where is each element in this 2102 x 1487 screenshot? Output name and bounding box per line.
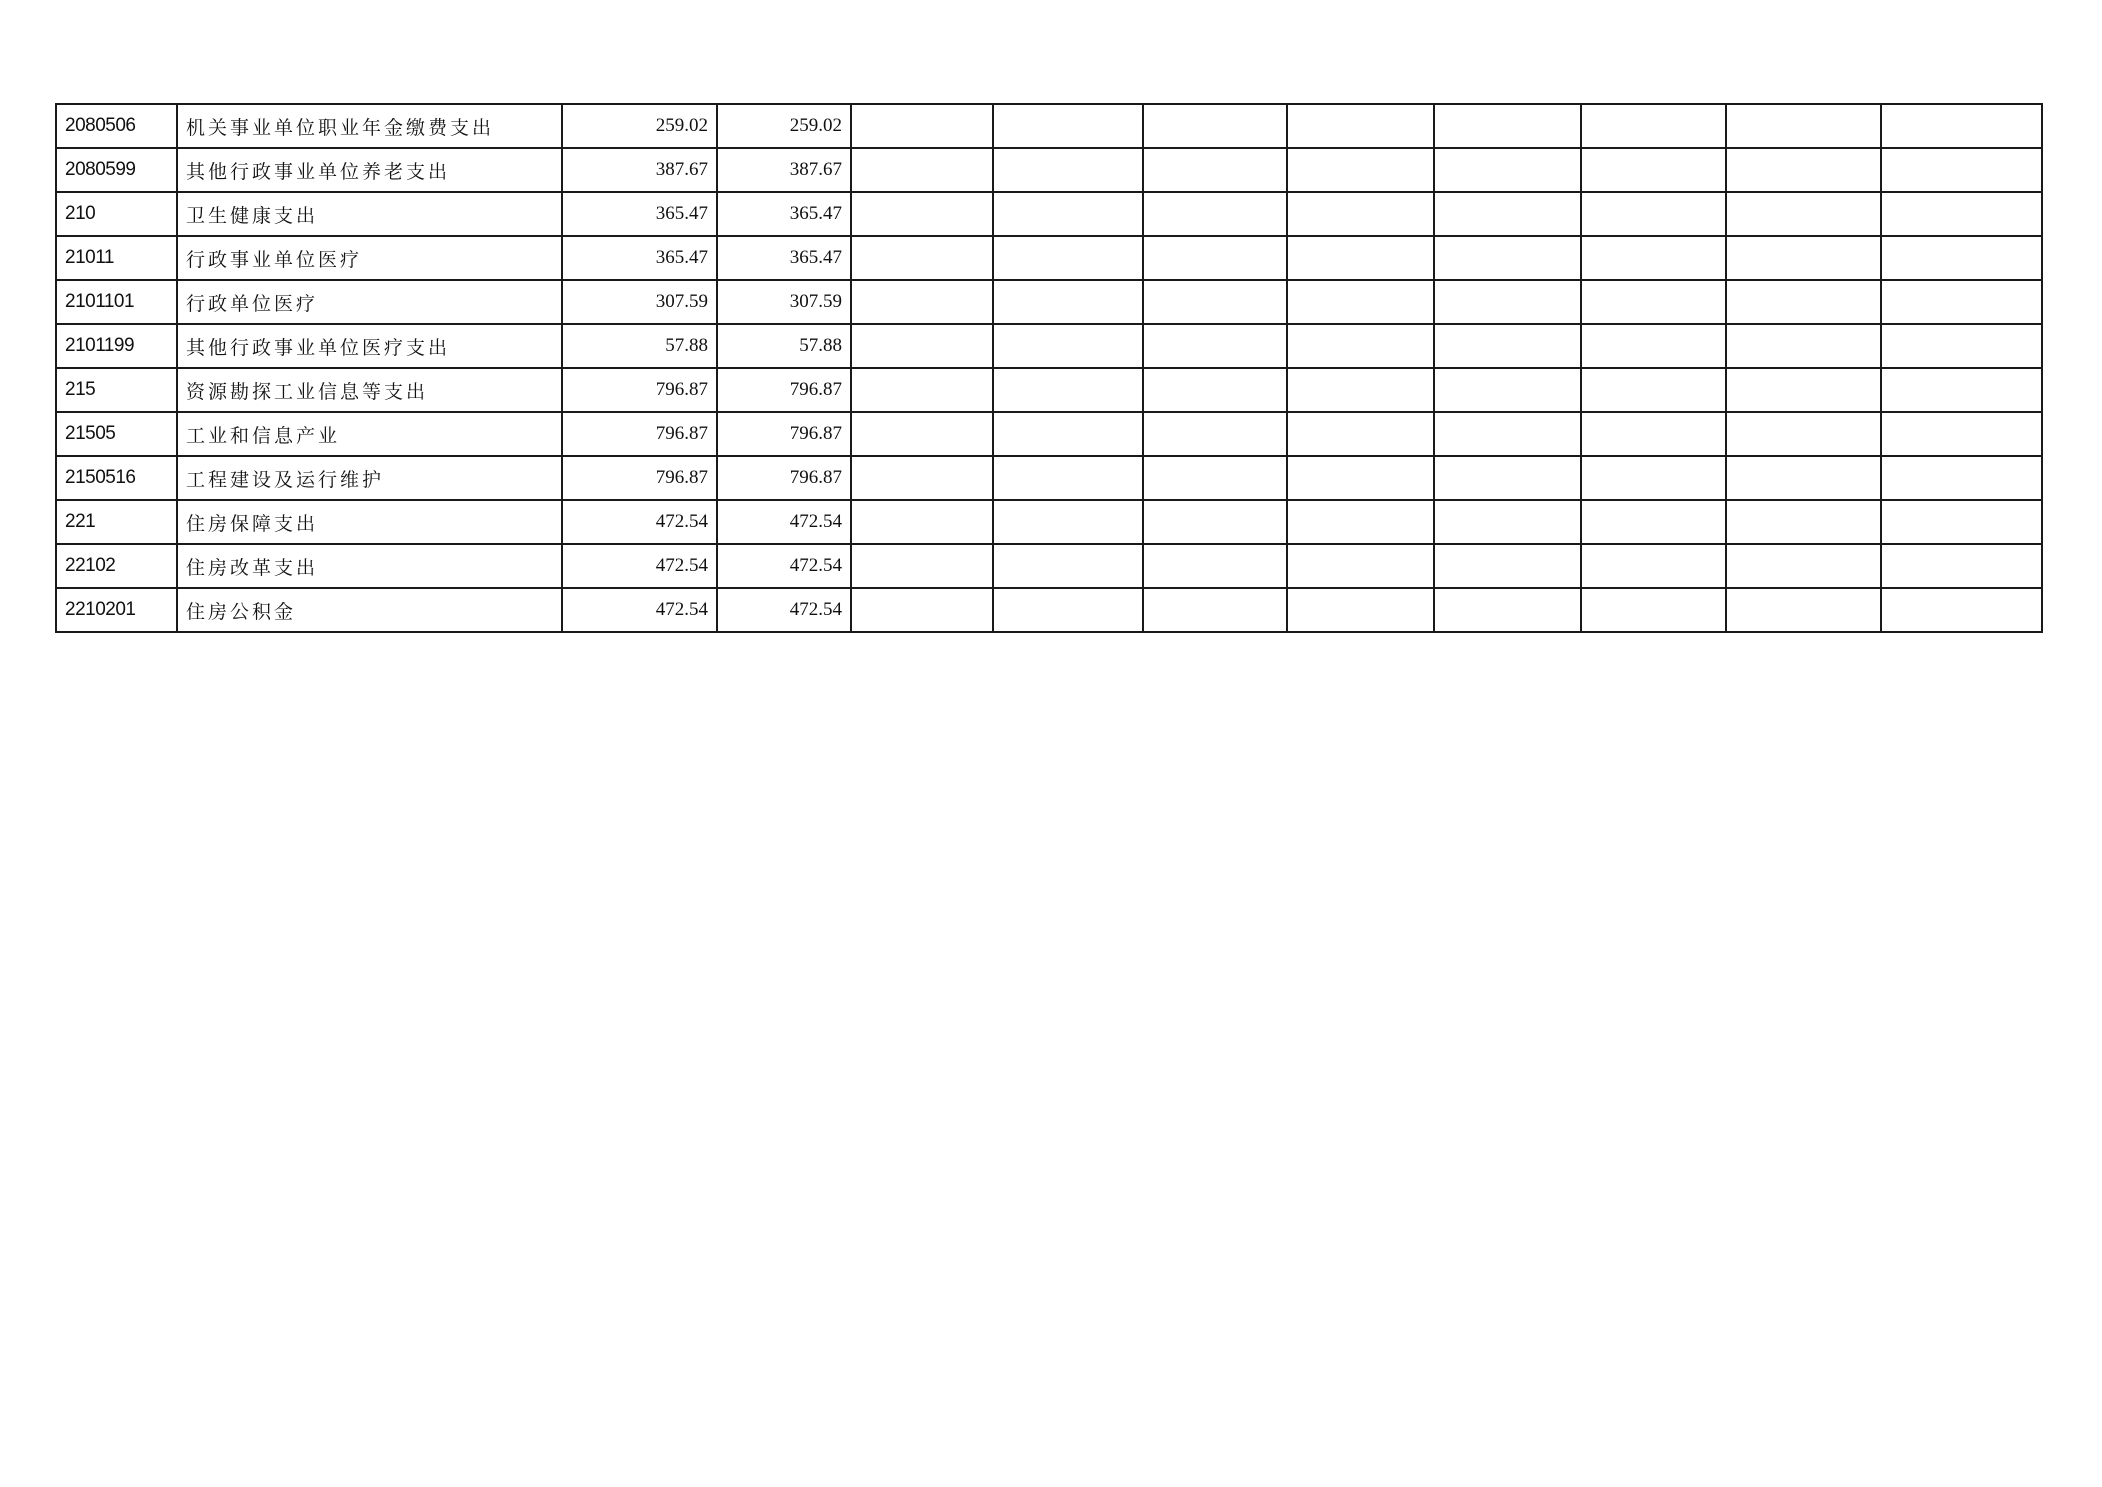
empty-cell — [851, 104, 993, 148]
basic-amount: 259.02 — [717, 104, 851, 148]
empty-cell — [1581, 280, 1726, 324]
table-row — [56, 544, 2042, 588]
empty-cell — [1581, 456, 1726, 500]
empty-cell — [993, 456, 1143, 500]
empty-cell — [993, 104, 1143, 148]
total-amount: 796.87 — [562, 368, 717, 412]
subject-name: 资源勘探工业信息等支出 — [177, 368, 562, 412]
empty-cell — [1881, 104, 2042, 148]
empty-cell — [1143, 104, 1287, 148]
empty-cell — [851, 588, 993, 632]
empty-cell — [1881, 588, 2042, 632]
subject-name: 工业和信息产业 — [177, 412, 562, 456]
subject-code: 2150516 — [56, 456, 177, 500]
budget-expenditure-table — [55, 103, 2043, 633]
empty-cell — [1726, 500, 1881, 544]
empty-cell — [1287, 148, 1434, 192]
empty-cell — [1726, 104, 1881, 148]
empty-cell — [993, 368, 1143, 412]
empty-cell — [1581, 544, 1726, 588]
empty-cell — [851, 412, 993, 456]
empty-cell — [1726, 324, 1881, 368]
basic-amount: 796.87 — [717, 412, 851, 456]
table-row — [56, 148, 2042, 192]
empty-cell — [851, 500, 993, 544]
subject-code: 21505 — [56, 412, 177, 456]
empty-cell — [1881, 500, 2042, 544]
subject-code: 221 — [56, 500, 177, 544]
empty-cell — [1287, 456, 1434, 500]
empty-cell — [1581, 324, 1726, 368]
empty-cell — [1581, 148, 1726, 192]
subject-code: 2080599 — [56, 148, 177, 192]
empty-cell — [1143, 412, 1287, 456]
empty-cell — [993, 544, 1143, 588]
empty-cell — [1726, 236, 1881, 280]
empty-cell — [1143, 236, 1287, 280]
empty-cell — [1143, 280, 1287, 324]
empty-cell — [1581, 500, 1726, 544]
total-amount: 57.88 — [562, 324, 717, 368]
subject-name: 住房改革支出 — [177, 544, 562, 588]
empty-cell — [1881, 192, 2042, 236]
subject-code: 2210201 — [56, 588, 177, 632]
empty-cell — [1143, 324, 1287, 368]
empty-cell — [993, 588, 1143, 632]
empty-cell — [1143, 544, 1287, 588]
empty-cell — [1434, 324, 1581, 368]
empty-cell — [1434, 368, 1581, 412]
table-row — [56, 192, 2042, 236]
empty-cell — [1581, 368, 1726, 412]
empty-cell — [1287, 324, 1434, 368]
basic-amount: 796.87 — [717, 456, 851, 500]
empty-cell — [1434, 500, 1581, 544]
empty-cell — [1434, 456, 1581, 500]
empty-cell — [1881, 456, 2042, 500]
basic-amount: 472.54 — [717, 500, 851, 544]
empty-cell — [1143, 192, 1287, 236]
empty-cell — [1581, 412, 1726, 456]
empty-cell — [993, 192, 1143, 236]
subject-name: 其他行政事业单位养老支出 — [177, 148, 562, 192]
empty-cell — [851, 148, 993, 192]
basic-amount: 365.47 — [717, 192, 851, 236]
total-amount: 796.87 — [562, 456, 717, 500]
empty-cell — [1434, 148, 1581, 192]
subject-code: 2101199 — [56, 324, 177, 368]
empty-cell — [1434, 104, 1581, 148]
empty-cell — [1726, 456, 1881, 500]
empty-cell — [993, 412, 1143, 456]
total-amount: 796.87 — [562, 412, 717, 456]
total-amount: 472.54 — [562, 588, 717, 632]
basic-amount: 307.59 — [717, 280, 851, 324]
empty-cell — [1881, 368, 2042, 412]
table-row — [56, 588, 2042, 632]
subject-name: 卫生健康支出 — [177, 192, 562, 236]
empty-cell — [993, 236, 1143, 280]
empty-cell — [1881, 236, 2042, 280]
empty-cell — [1287, 500, 1434, 544]
subject-name: 机关事业单位职业年金缴费支出 — [177, 104, 562, 148]
subject-code: 2080506 — [56, 104, 177, 148]
empty-cell — [851, 544, 993, 588]
subject-code: 210 — [56, 192, 177, 236]
subject-name: 住房保障支出 — [177, 500, 562, 544]
subject-name: 其他行政事业单位医疗支出 — [177, 324, 562, 368]
empty-cell — [1434, 412, 1581, 456]
basic-amount: 57.88 — [717, 324, 851, 368]
empty-cell — [1287, 280, 1434, 324]
total-amount: 472.54 — [562, 544, 717, 588]
basic-amount: 472.54 — [717, 544, 851, 588]
empty-cell — [851, 280, 993, 324]
empty-cell — [1581, 588, 1726, 632]
table-row — [56, 456, 2042, 500]
empty-cell — [1434, 588, 1581, 632]
empty-cell — [1881, 544, 2042, 588]
table-row — [56, 236, 2042, 280]
empty-cell — [851, 368, 993, 412]
table-body — [56, 104, 2042, 632]
total-amount: 387.67 — [562, 148, 717, 192]
empty-cell — [1726, 412, 1881, 456]
basic-amount: 387.67 — [717, 148, 851, 192]
subject-code: 21011 — [56, 236, 177, 280]
subject-name: 工程建设及运行维护 — [177, 456, 562, 500]
empty-cell — [1287, 192, 1434, 236]
empty-cell — [993, 324, 1143, 368]
empty-cell — [1143, 148, 1287, 192]
empty-cell — [1287, 236, 1434, 280]
empty-cell — [1434, 280, 1581, 324]
subject-code: 215 — [56, 368, 177, 412]
empty-cell — [1881, 412, 2042, 456]
empty-cell — [1881, 324, 2042, 368]
empty-cell — [1287, 588, 1434, 632]
empty-cell — [1287, 368, 1434, 412]
total-amount: 365.47 — [562, 192, 717, 236]
subject-code: 2101101 — [56, 280, 177, 324]
empty-cell — [1143, 368, 1287, 412]
table-row — [56, 368, 2042, 412]
empty-cell — [1434, 544, 1581, 588]
table-row — [56, 280, 2042, 324]
empty-cell — [993, 500, 1143, 544]
total-amount: 365.47 — [562, 236, 717, 280]
empty-cell — [1434, 236, 1581, 280]
empty-cell — [1143, 500, 1287, 544]
empty-cell — [993, 280, 1143, 324]
table-row — [56, 104, 2042, 148]
subject-code: 22102 — [56, 544, 177, 588]
empty-cell — [1726, 588, 1881, 632]
subject-name: 行政单位医疗 — [177, 280, 562, 324]
empty-cell — [1287, 104, 1434, 148]
empty-cell — [1434, 192, 1581, 236]
subject-name: 住房公积金 — [177, 588, 562, 632]
subject-name: 行政事业单位医疗 — [177, 236, 562, 280]
table-row — [56, 324, 2042, 368]
total-amount: 259.02 — [562, 104, 717, 148]
empty-cell — [993, 148, 1143, 192]
empty-cell — [1581, 236, 1726, 280]
empty-cell — [1581, 192, 1726, 236]
empty-cell — [851, 192, 993, 236]
empty-cell — [851, 236, 993, 280]
empty-cell — [1726, 368, 1881, 412]
basic-amount: 365.47 — [717, 236, 851, 280]
empty-cell — [1143, 456, 1287, 500]
total-amount: 307.59 — [562, 280, 717, 324]
empty-cell — [1726, 544, 1881, 588]
empty-cell — [1581, 104, 1726, 148]
empty-cell — [1881, 148, 2042, 192]
empty-cell — [1143, 588, 1287, 632]
basic-amount: 796.87 — [717, 368, 851, 412]
empty-cell — [851, 456, 993, 500]
empty-cell — [1726, 192, 1881, 236]
empty-cell — [1287, 412, 1434, 456]
table-row — [56, 500, 2042, 544]
table-row — [56, 412, 2042, 456]
empty-cell — [1287, 544, 1434, 588]
basic-amount: 472.54 — [717, 588, 851, 632]
empty-cell — [851, 324, 993, 368]
empty-cell — [1726, 280, 1881, 324]
total-amount: 472.54 — [562, 500, 717, 544]
empty-cell — [1726, 148, 1881, 192]
empty-cell — [1881, 280, 2042, 324]
